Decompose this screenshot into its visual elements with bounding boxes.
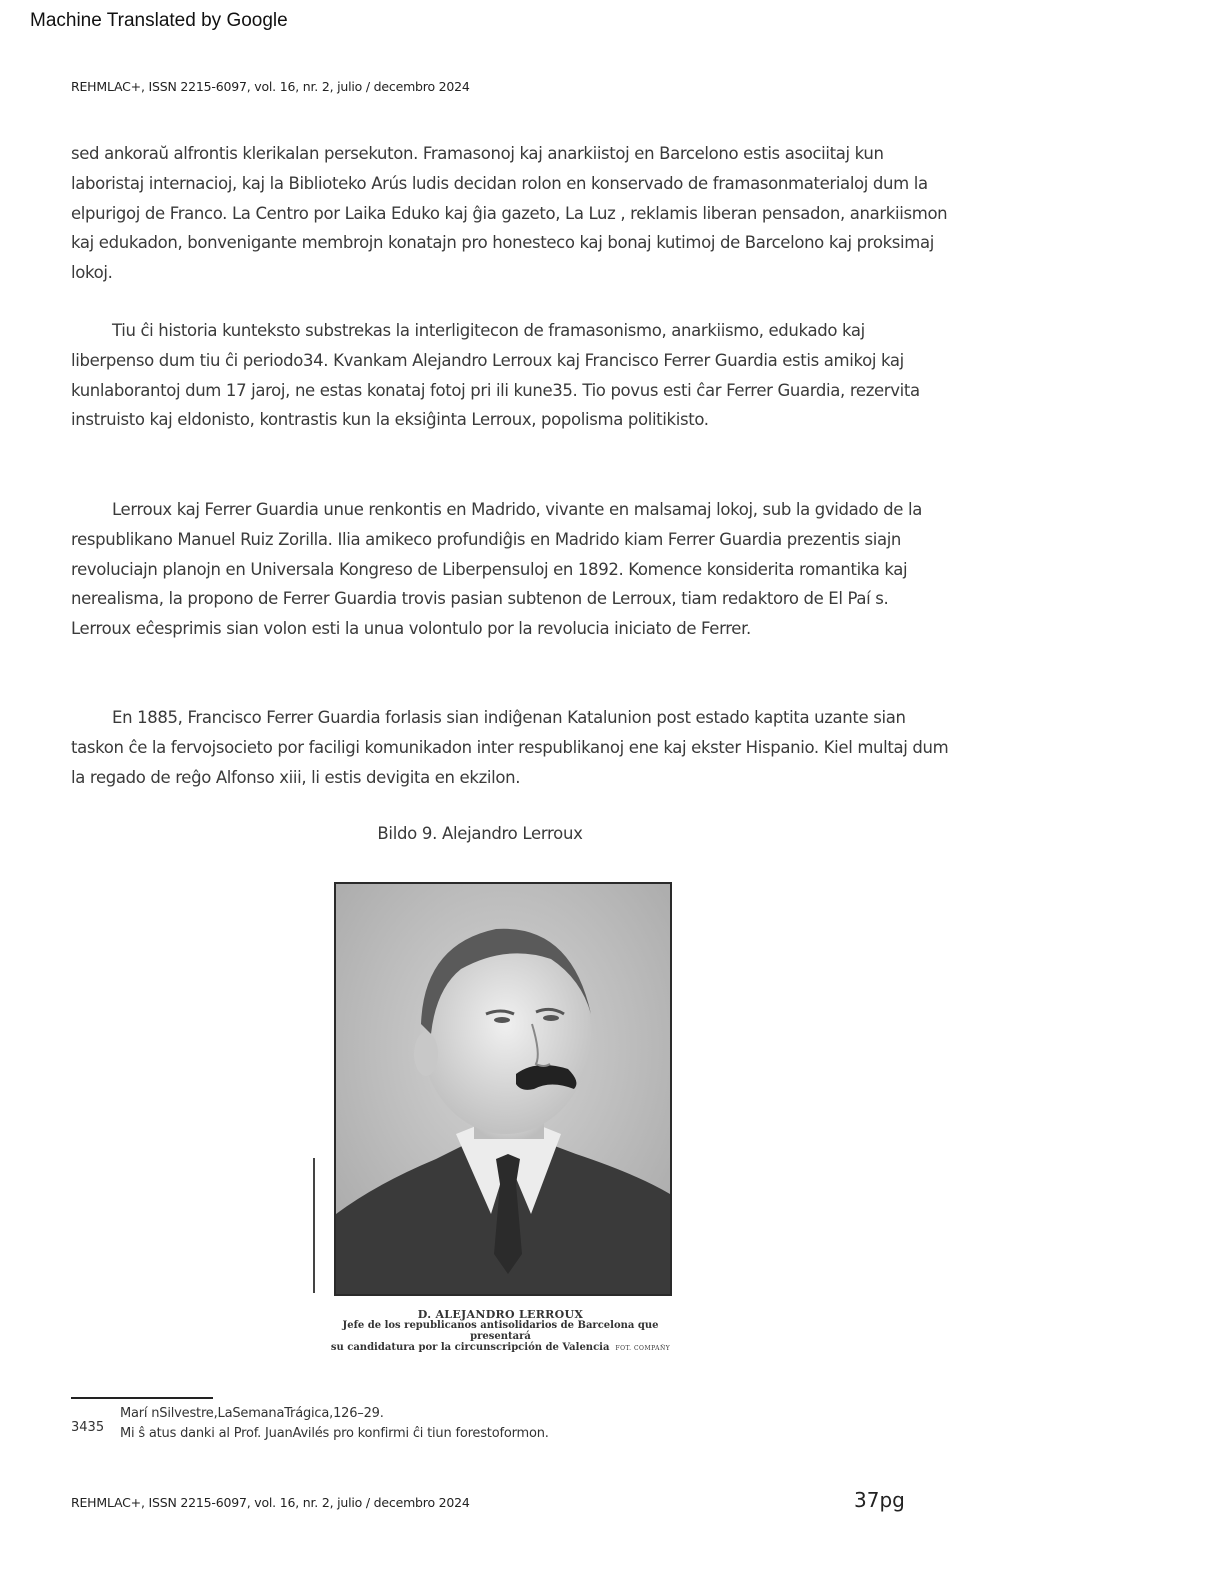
figure-caption-line: Jefe de los republicanos antisolidarios de Barcelona que presentará [342,1320,659,1342]
portrait-photo [334,882,672,1296]
paragraph-text: En 1885, Francisco Ferrer Guardia forlasis sian indiĝenan Katalunion post estado kaptita uzante sian taskon ĉe la fervojsocieto por faciligi komunikadon inter respublikanoj ene kaj ekster Hispanio. Kiel multaj dum la regado de reĝo Alfonso xiii, li estis devigita en ekzilon. [71,708,949,787]
machine-translation-banner: Machine Translated by Google [30,10,288,31]
paragraph-1 [71,139,951,288]
footnote-separator [71,1397,213,1399]
paragraph-text: Tiu ĉi historia kunteksto substrekas la interligitecon de framasonismo, anarkiismo, edukado kaj liberpenso dum tiu ĉi periodo34. Kvankam Alejandro Lerroux kaj Francisco Ferrer Guardia estis amikoj kaj kunlaborantoj dum 17 jaroj, ne estas konataj fotoj pri ili kune35. Tio povus esti ĉar Ferrer Guardia, rezervita instruisto kaj eldonisto, kontrastis kun la eksiĝinta Lerroux, popolisma politikisto. [71,321,920,430]
figure-caption-text: su candidatura por la circunscripción de Valencia [330,1342,610,1353]
footnote-35: Mi ŝ atus danki al Prof. JuanAvilés pro konfirmi ĉi tiun forestoformon. [120,1426,549,1441]
running-footer: REHMLAC+, ISSN 2215-6097, vol. 16, nr. 2, julio / decembro 2024 [71,1495,470,1510]
scan-edge-mark [313,1158,315,1293]
paragraph-text: sed ankoraŭ alfrontis klerikalan persekuton. Framasonoj kaj anarkiistoj en Barcelono estis asociitaj kun laboristaj internacioj, kaj la Biblioteko Arús ludis decidan rolon en konservado de framasonmaterialoj dum la elpurigoj de Franco. La Centro por Laika Eduko kaj ĝia gazeto, La Luz , reklamis liberan pensadon, anarkiismon kaj edukadon, bonvenigante membrojn konatajn pro honesteco kaj bonaj kutimoj de Barcelono kaj proksimaj lokoj. [71,144,948,283]
paragraph-4 [71,703,951,792]
figure-caption-name: D. ALEJANDRO LERROUX [417,1308,584,1321]
paragraph-2 [71,316,951,435]
paragraph-text: Lerroux kaj Ferrer Guardia unue renkontis en Madrido, vivante en malsamaj lokoj, sub la gvidado de la respublikano Manuel Ruiz Zorilla. Ilia amikeco profundiĝis en Madrido kiam Ferrer Guardia prezentis siajn revoluciajn planojn en Universala Kongreso de Liberpensuloj en 1892. Komence konsiderita romantika kaj nerealisma, la propono de Ferrer Guardia trovis pasian subtenon de Lerroux, tiam redaktoro de El Paí s. Lerroux eĉesprimis sian volon esti la unua volontulo por la revolucia iniciato de Ferrer. [71,500,923,639]
portrait-illustration [336,884,670,1294]
figure-caption-line [313,1342,688,1354]
figure-9 [313,880,688,1353]
figure-caption [313,1309,688,1354]
page-number: 37pg [854,1488,905,1512]
footnotes [120,1404,549,1444]
footnote-numbers: 3435 [71,1420,105,1435]
figure-title: Bildo 9. Alejandro Lerroux [377,824,583,843]
paragraph-3 [71,495,951,644]
footnote-34: Marí nSilvestre,LaSemanaTrágica,126–29. [120,1406,384,1421]
running-header: REHMLAC+, ISSN 2215-6097, vol. 16, nr. 2, julio / decembro 2024 [71,79,470,94]
photo-credit: FOT. COMPAÑY [615,1345,671,1352]
